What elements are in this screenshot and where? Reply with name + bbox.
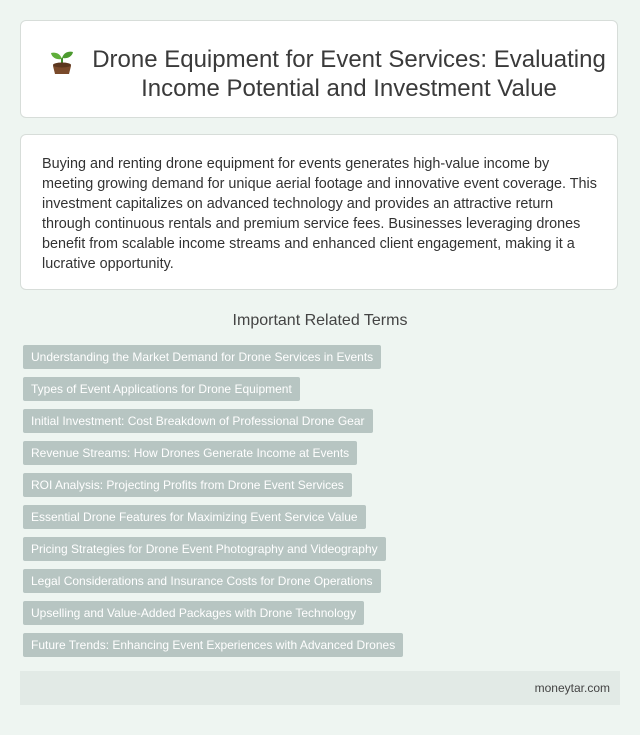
term-tag[interactable]: Future Trends: Enhancing Event Experiences with Advanced Drones (23, 633, 403, 657)
seedling-icon (47, 46, 77, 76)
term-tag[interactable]: Upselling and Value-Added Packages with Drone Technology (23, 601, 364, 625)
page-title: Drone Equipment for Event Services: Evaluating Income Potential and Investment Value (92, 46, 606, 102)
related-terms-heading: Important Related Terms (232, 312, 408, 329)
term-tag[interactable]: Revenue Streams: How Drones Generate Income at Events (23, 441, 357, 465)
term-tag[interactable]: Types of Event Applications for Drone Equipment (23, 377, 300, 401)
footer-site-link[interactable]: moneytar.com (534, 681, 610, 695)
summary-card (20, 134, 618, 290)
term-tag[interactable]: Legal Considerations and Insurance Costs for Drone Operations (23, 569, 381, 593)
term-tag[interactable]: ROI Analysis: Projecting Profits from Drone Event Services (23, 473, 352, 497)
summary-text: Buying and renting drone equipment for events generates high-value income by meeting growing demand for unique aerial footage and innovative event coverage. This investment capitalizes on advanced technology and provides an attractive return through continuous rentals and premium service fees. Businesses leveraging drones benefit from scalable income streams and enhanced client engagement, making it a lucrative opportunity. (42, 156, 597, 272)
term-tag[interactable]: Understanding the Market Demand for Drone Services in Events (23, 345, 381, 369)
term-tag[interactable]: Essential Drone Features for Maximizing Event Service Value (23, 505, 366, 529)
footer (20, 671, 620, 705)
related-terms-list (23, 345, 617, 665)
term-tag[interactable]: Initial Investment: Cost Breakdown of Professional Drone Gear (23, 409, 373, 433)
title-card (20, 20, 618, 118)
term-tag[interactable]: Pricing Strategies for Drone Event Photography and Videography (23, 537, 386, 561)
